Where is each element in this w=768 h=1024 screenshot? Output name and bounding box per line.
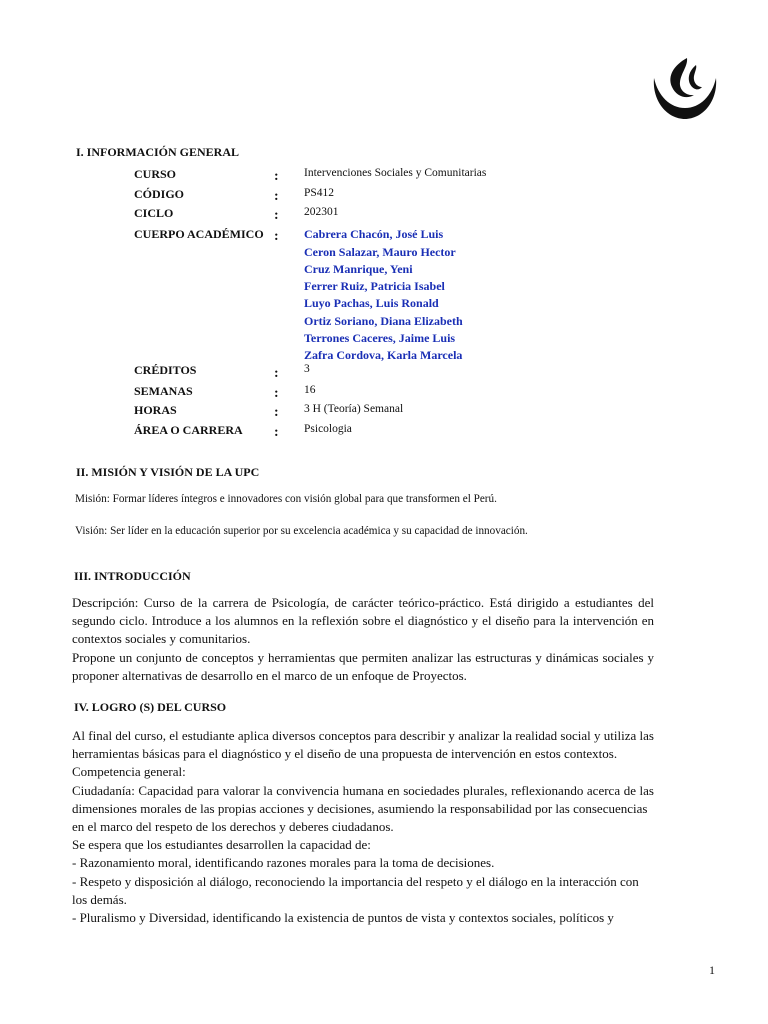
paragraph-line: proponer alternativas de desarrollo en el marco de un enfoque de Proyectos. — [72, 667, 467, 683]
section-title-informacion-general: I. INFORMACIÓN GENERAL — [76, 145, 240, 159]
colon: : — [274, 405, 279, 420]
professor-name: Cruz Manrique, Yeni — [304, 262, 413, 276]
paragraph-line: Propone un conjunto de conceptos y herramientas que permiten analizar las estructuras y dinámicas sociales y — [72, 649, 654, 665]
paragraph-line: Se espera que los estudiantes desarrollen la capacidad de: — [72, 837, 371, 853]
colon: : — [274, 366, 279, 381]
section-title-introduccion: III. INTRODUCCIÓN — [74, 569, 191, 583]
professor-name: Zafra Cordova, Karla Marcela — [304, 348, 463, 362]
professor-name: Ferrer Ruiz, Patricia Isabel — [304, 279, 445, 293]
label-area-carrera: ÁREA O CARRERA — [134, 423, 243, 437]
paragraph-line: - Respeto y disposición al diálogo, reconociendo la importancia del respeto y el diálogo en la interacción con — [72, 873, 639, 889]
section-title-logro-curso: IV. LOGRO (S) DEL CURSO — [74, 700, 227, 714]
introduccion-paragraph — [72, 594, 654, 685]
paragraph-line: - Pluralismo y Diversidad, identificando la existencia de puntos de vista y contextos sociales, políticos y — [72, 909, 614, 925]
colon: : — [274, 169, 279, 184]
label-ciclo: CICLO — [134, 206, 174, 220]
value-ciclo: 202301 — [304, 206, 339, 218]
upc-logo — [650, 56, 720, 122]
paragraph-line: Competencia general: — [72, 764, 186, 780]
professor-name: Terrones Caceres, Jaime Luis — [304, 331, 456, 345]
paragraph-line: herramientas básicas para el diagnóstico y el diseño de una propuesta de intervención en estos contextos. — [72, 746, 618, 762]
paragraph-line: Al final del curso, el estudiante aplica diversos conceptos para describir y analizar la realidad social y utiliza las — [72, 728, 654, 743]
professor-name: Cabrera Chacón, José Luis — [304, 227, 444, 241]
colon: : — [274, 386, 279, 401]
section-title-mision-vision: II. MISIÓN Y VISIÓN DE LA UPC — [76, 465, 260, 479]
paragraph-line: Ciudadanía: Capacidad para valorar la convivencia humana en sociedades plurales, reflexionando acerca de las — [72, 782, 654, 798]
colon: : — [274, 425, 279, 440]
label-curso: CURSO — [134, 167, 177, 181]
paragraph-line: contextos sociales y comunitarios. — [72, 631, 251, 647]
paragraph-line: - Razonamiento moral, identificando razones morales para la toma de decisiones. — [72, 855, 495, 871]
professor-name: Luyo Pachas, Luis Ronald — [304, 296, 439, 310]
colon: : — [274, 229, 279, 244]
paragraph-line: segundo ciclo. Introduce a los alumnos en la reflexión sobre el diagnóstico y el diseño para la intervención en — [72, 613, 654, 629]
colon: : — [274, 189, 279, 204]
value-codigo: PS412 — [304, 187, 335, 199]
mision-text: Misión: Formar líderes íntegros e innovadores con visión global para que transformen el Perú. — [75, 493, 497, 505]
label-semanas: SEMANAS — [134, 384, 193, 398]
value-creditos: 3 — [304, 363, 310, 375]
professor-name: Ceron Salazar, Mauro Hector — [304, 245, 456, 259]
logro-paragraph — [72, 727, 654, 927]
value-horas: 3 H (Teoría) Semanal — [304, 403, 404, 415]
label-cuerpo-academico: CUERPO ACADÉMICO — [134, 227, 264, 241]
page-number: 1 — [709, 963, 715, 977]
value-curso: Intervenciones Sociales y Comunitarias — [304, 167, 487, 179]
paragraph-line: los demás. — [72, 891, 127, 907]
paragraph-line: dimensiones morales de las propias acciones y decisiones, asumiendo la responsabilidad por las consecuencias — [72, 800, 648, 816]
value-area-carrera: Psicologia — [304, 423, 352, 435]
professor-name: Ortiz Soriano, Diana Elizabeth — [304, 314, 463, 328]
paragraph-line: Descripción: Curso de la carrera de Psicología, de carácter teórico-práctico. Está dirigido a estudiantes del — [72, 595, 654, 610]
label-codigo: CÓDIGO — [134, 187, 185, 201]
label-creditos: CRÉDITOS — [134, 363, 197, 377]
vision-text: Visión: Ser líder en la educación superior por su excelencia académica y su capacidad de innovación. — [75, 525, 528, 537]
colon: : — [274, 208, 279, 223]
label-horas: HORAS — [134, 403, 177, 417]
value-semanas: 16 — [304, 384, 316, 396]
paragraph-line: en el marco del respeto de los derechos y deberes ciudadanos. — [72, 818, 394, 834]
